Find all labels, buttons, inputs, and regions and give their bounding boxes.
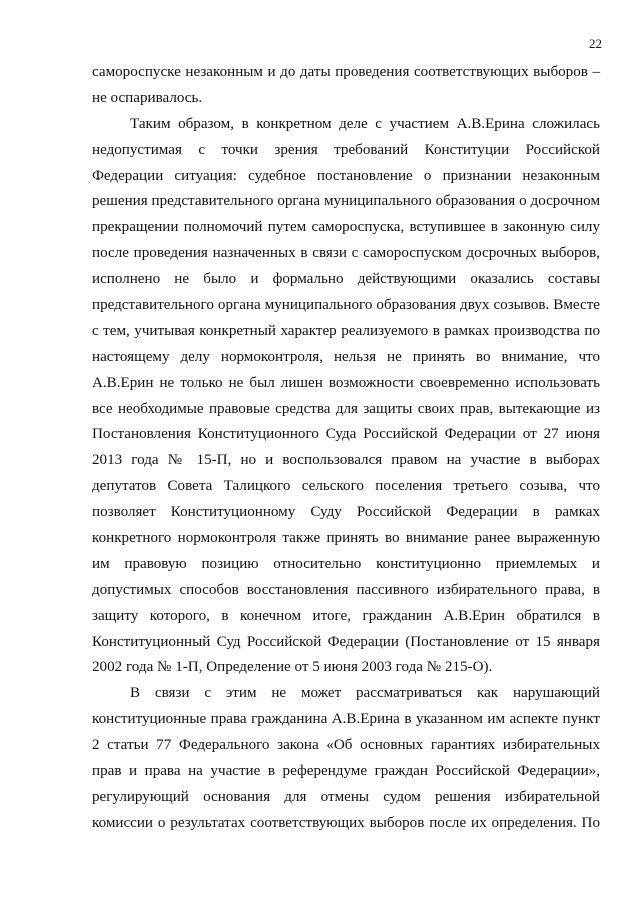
text-line: конкретного нормоконтроля также принять во внимание ранее выраженную <box>92 530 600 547</box>
text-line: после проведения назначенных в связи с самороспуском досрочных выборов, <box>92 245 600 262</box>
text-line: Постановления Конституционного Суда Российской Федерации от 27 июня <box>92 426 600 443</box>
text-line: исполнено не было и формально действующими оказались составы <box>92 271 600 288</box>
text-line: решения представительного органа муниципального образования о досрочном <box>92 193 600 210</box>
text-line: не оспаривалось. <box>92 89 203 106</box>
text-line: с тем, учитывая конкретный характер реализуемого в рамках производства по <box>92 322 600 339</box>
text-line: 2 статьи 77 Федерального закона «Об основных гарантиях избирательных <box>92 737 600 754</box>
text-line: конституционные права гражданина А.В.Ерина в указанном им аспекте пункт <box>92 711 600 728</box>
text-line: допустимых способов восстановления пассивного избирательного права, в <box>92 581 600 598</box>
text-line: позволяет Конституционному Суду Российской Федерации в рамках <box>92 504 600 521</box>
body-text <box>92 60 600 837</box>
text-line: прав и права на участие в референдуме граждан Российской Федерации», <box>92 763 600 780</box>
text-line: представительного органа муниципального образования двух созывов. Вместе <box>92 297 600 314</box>
text-line: 2002 года № 1-П, Определение от 5 июня 2003 года № 215-О). <box>92 659 493 676</box>
text-line: им правовую позицию относительно конституционно приемлемых и <box>92 555 600 572</box>
text-line: В связи с этим не может рассматриваться как нарушающий <box>130 685 600 702</box>
text-line: прекращении полномочий путем самороспуска, вступившее в законную силу <box>92 219 600 236</box>
text-line: все необходимые правовые средства для защиты своих прав, вытекающие из <box>92 400 600 417</box>
text-line: самороспуске незаконным и до даты проведения соответствующих выборов – <box>92 64 600 80</box>
text-line: регулирующий основания для отмены судом решения избирательной <box>92 788 600 805</box>
text-line: А.В.Ерин не только не был лишен возможности своевременно использовать <box>92 374 600 391</box>
text-line: 2013 года № 15-П, но и воспользовался правом на участие в выборах <box>92 452 600 469</box>
text-line: защиту которого, в конечном итоге, гражданин А.В.Ерин обратился в <box>92 607 600 624</box>
text-line: настоящему делу нормоконтроля, нельзя не принять во внимание, что <box>92 348 600 365</box>
page-number: 22 <box>589 36 602 51</box>
text-line: депутатов Совета Талицкого сельского поселения третьего созыва, что <box>92 478 600 495</box>
text-line: недопустимая с точки зрения требований Конституции Российской <box>92 141 600 158</box>
text-line: Федерации ситуация: судебное постановление о признании незаконным <box>92 167 600 184</box>
text-line: Таким образом, в конкретном деле с участием А.В.Ерина сложилась <box>130 115 600 132</box>
text-line: комиссии о результатах соответствующих выборов после их определения. По <box>92 814 600 831</box>
text-line: Конституционный Суд Российской Федерации (Постановление от 15 января <box>92 633 600 650</box>
